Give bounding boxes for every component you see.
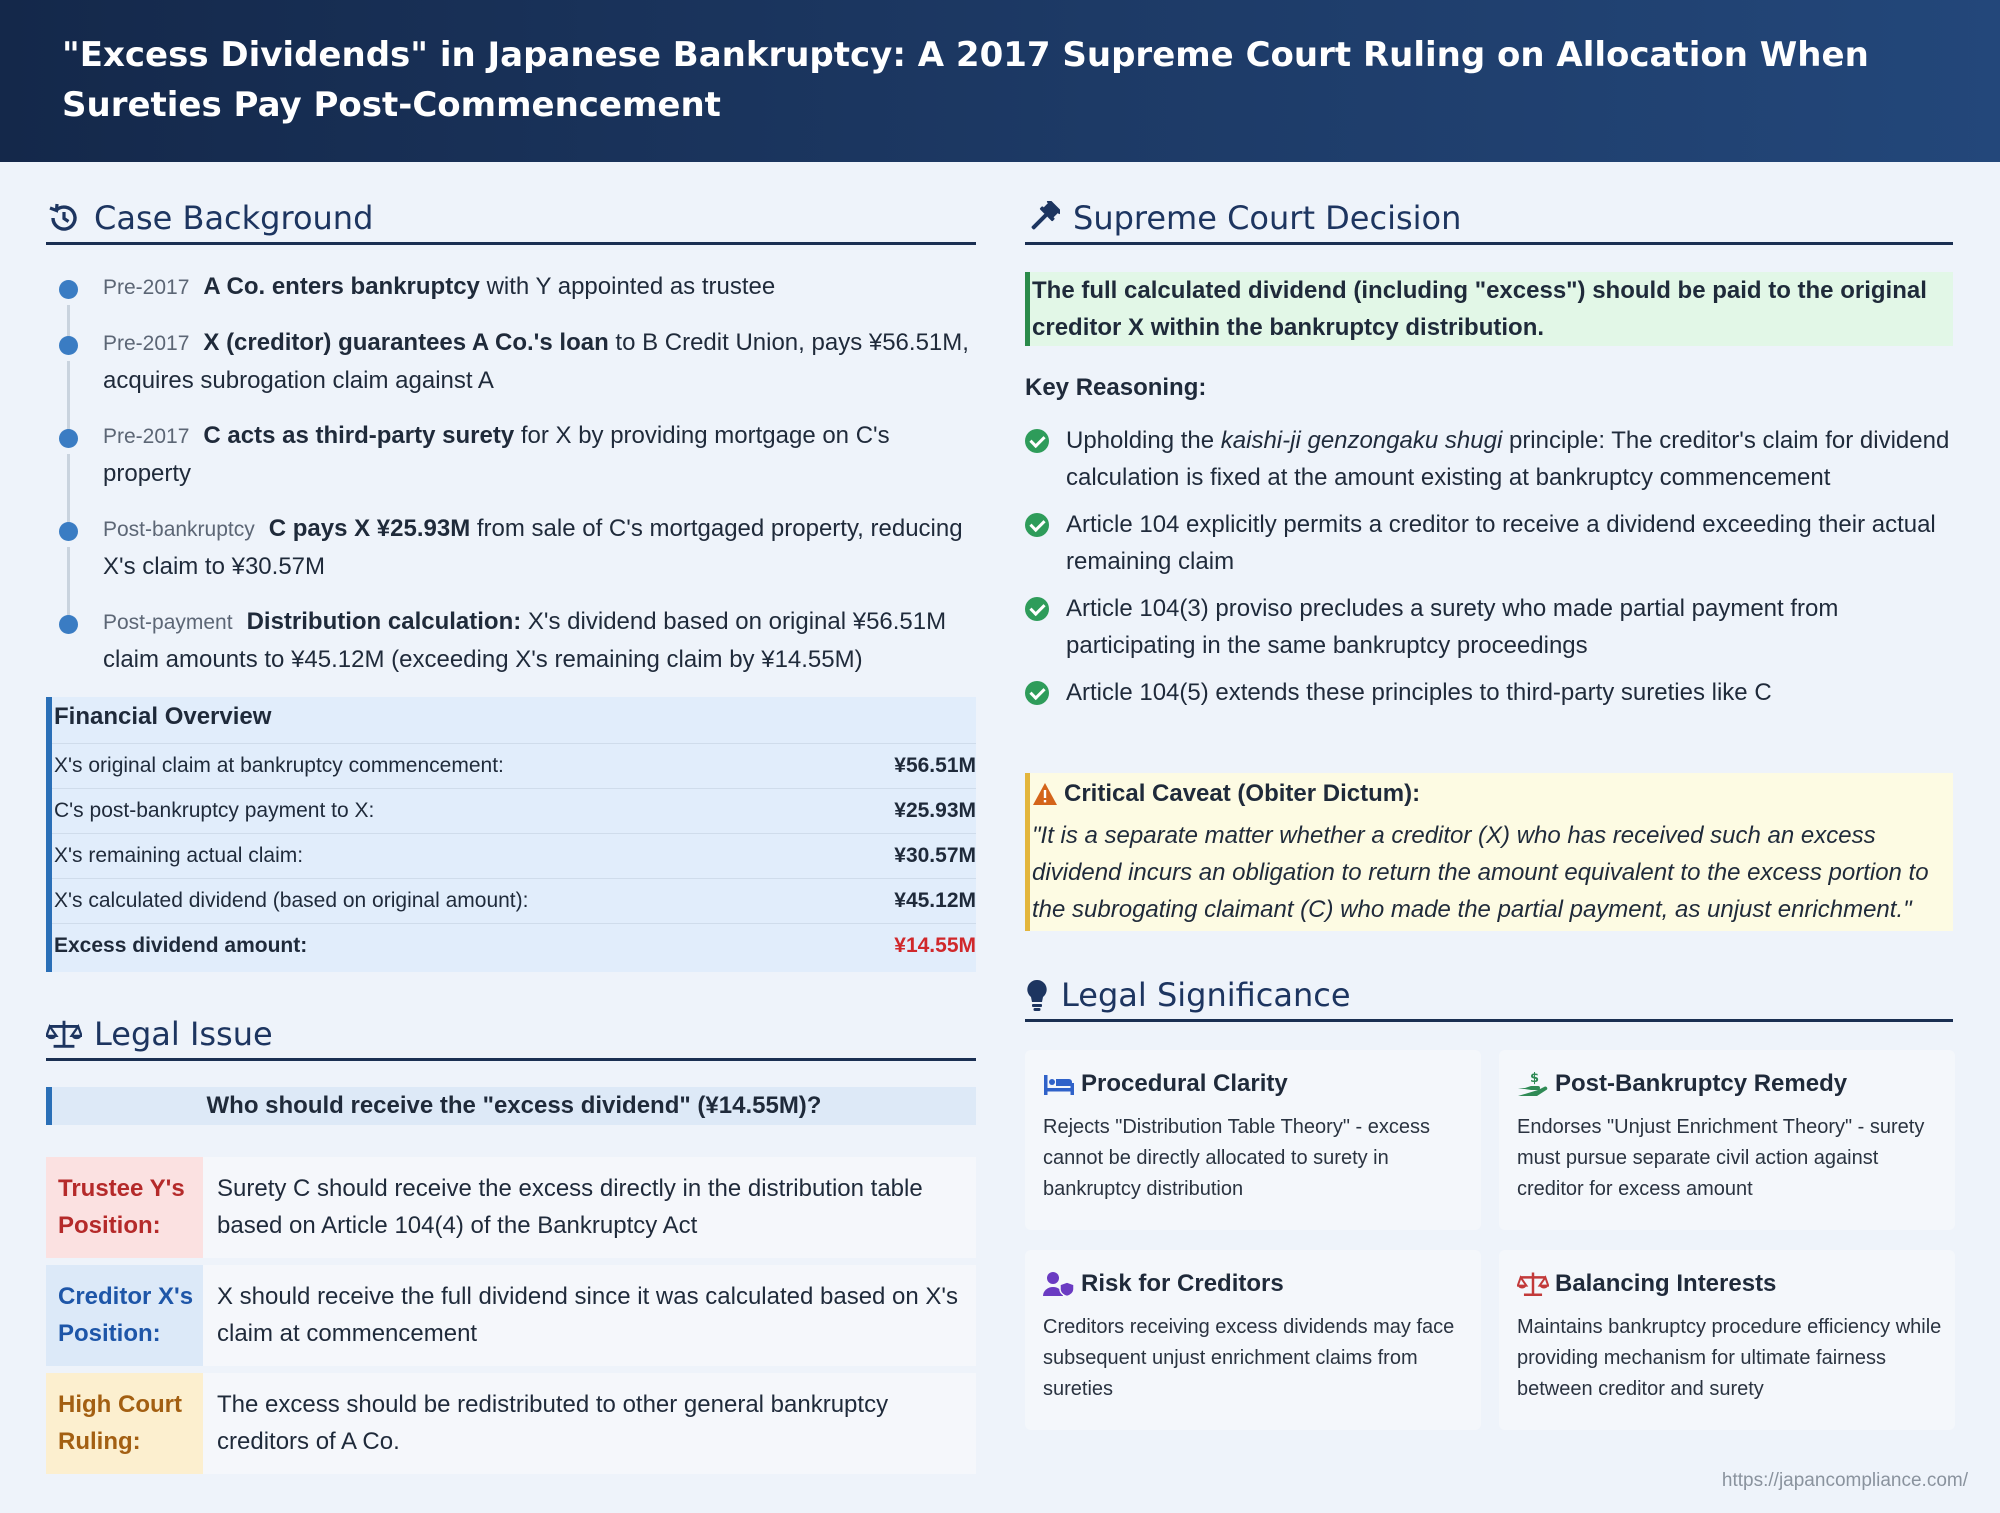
financial-overview-title: Financial Overview [54,703,272,730]
hand-money-icon [1517,1069,1551,1099]
timeline-detail: X's dividend based on original ¥56.51M claim amounts to ¥45.12M (exceeding X's remaining claim by ¥14.55M) [103,608,947,673]
timeline-dot [59,280,78,299]
footer-url[interactable]: https://japancompliance.com/ [1721,1470,1968,1491]
section-title: Legal Significance [1061,975,1351,1014]
reasoning-text: Article 104(5) extends these principles to third-party sureties like C [1066,679,1772,706]
position-label: High Court Ruling: [46,1373,203,1474]
position-label: Trustee Y's Position: [46,1157,203,1258]
timeline-dot [59,336,78,355]
position-label: Creditor X's Position: [46,1265,203,1366]
page-title: "Excess Dividends" in Japanese Bankruptcy: A 2017 Supreme Court Ruling on Allocation When Sureties Pay Post-Commencement [62,35,1869,125]
timeline-detail: to B Credit Union, pays ¥56.51M, acquires subrogation claim against A [103,329,969,394]
legal-question: Who should receive the "excess dividend" (¥14.55M)? [46,1087,976,1125]
warning-icon [1032,782,1058,806]
reasoning-text: principle: The creditor's claim for dividend calculation is fixed at the amount existing at bankruptcy commencement [1066,427,1950,491]
bed-table-icon [1043,1069,1077,1099]
financial-row [52,878,976,923]
position-row-high-court [46,1373,976,1474]
position-text: Surety C should receive the excess directly in the distribution table based on Article 104(4) of the Bankruptcy Act [217,1175,923,1239]
financial-label: X's calculated dividend (based on original amount): [54,889,529,912]
obiter-caveat [1025,773,1953,931]
caveat-quote: "It is a separate matter whether a creditor (X) who has received such an excess dividend incurs an obligation to return the amount equivalent to the excess portion to the subrogating claimant (C) who made the partial payment, as unjust enrichment." [1032,822,1929,923]
reasoning-list [1025,422,1953,721]
timeline-event: C acts as third-party surety [203,422,515,449]
position-row-creditor [46,1265,976,1366]
card-body: Endorses "Unjust Enrichment Theory" - surety must pursue separate civil action against creditor for excess amount [1517,1116,1925,1200]
case-timeline [46,268,976,696]
significance-card-balance [1499,1250,1955,1430]
caveat-title-text: Critical Caveat (Obiter Dictum): [1064,780,1421,807]
financial-label: X's remaining actual claim: [54,844,304,867]
timeline-dot [59,615,78,634]
timeline-date: Post-bankruptcy [103,518,255,541]
decision-heading [1025,193,1953,245]
timeline-date: Post-payment [103,611,233,634]
check-circle-icon [1025,681,1049,705]
legal-issue-heading [46,1009,976,1061]
position-text: X should receive the full dividend since it was calculated based on X's claim at commencement [217,1283,959,1347]
card-body: Maintains bankruptcy procedure efficiency while providing mechanism for ultimate fairness between creditor and surety [1517,1316,1942,1400]
card-title: Balancing Interests [1555,1270,1777,1297]
reasoning-text: Article 104(3) proviso precludes a surety who made partial payment from participating in the same bankruptcy proceedings [1066,595,1839,659]
card-body: Creditors receiving excess dividends may face subsequent unjust enrichment claims from sureties [1043,1316,1455,1400]
financial-row [52,743,976,788]
history-icon [46,200,82,236]
financial-value: ¥45.12M [894,889,976,912]
card-title: Post-Bankruptcy Remedy [1555,1070,1848,1097]
check-circle-icon [1025,513,1049,537]
financial-label: C's post-bankruptcy payment to X: [54,799,375,822]
significance-heading [1025,970,1953,1022]
card-body: Rejects "Distribution Table Theory" - excess cannot be directly allocated to surety in bankruptcy distribution [1043,1116,1430,1200]
timeline-date: Pre-2017 [103,425,190,448]
financial-value: ¥56.51M [894,754,976,777]
position-row-trustee [46,1157,976,1258]
caveat-title [1032,777,1953,811]
timeline-event: C pays X ¥25.93M [268,515,471,542]
section-title: Supreme Court Decision [1073,198,1462,237]
user-shield-icon [1043,1269,1077,1299]
timeline-dot [59,429,78,448]
svg-text:$: $ [1530,1071,1540,1086]
reasoning-term: kaishi-ji genzongaku shugi [1220,427,1503,454]
reasoning-item [1025,422,1953,496]
reasoning-item [1025,674,1953,711]
timeline-date: Pre-2017 [103,332,190,355]
significance-card-remedy [1499,1050,1955,1230]
timeline-event: X (creditor) guarantees A Co.'s loan [203,329,609,356]
header-banner [0,0,2000,162]
card-title: Procedural Clarity [1081,1070,1288,1097]
card-title: Risk for Creditors [1081,1270,1284,1297]
timeline-detail: from sale of C's mortgaged property, reducing X's claim to ¥30.57M [103,515,963,580]
timeline-detail: with Y appointed as trustee [479,273,776,300]
check-circle-icon [1025,597,1049,621]
section-title: Legal Issue [94,1014,273,1053]
reasoning-item [1025,590,1953,664]
financial-value: ¥14.55M [894,934,976,957]
lightbulb-icon [1025,977,1049,1013]
significance-card-risk [1025,1250,1481,1430]
timeline-item [46,603,976,678]
financial-overview [46,697,976,972]
position-text: The excess should be redistributed to other general bankruptcy creditors of A Co. [217,1391,889,1455]
financial-row [52,788,976,833]
significance-card-procedural [1025,1050,1481,1230]
financial-value: ¥25.93M [894,799,976,822]
timeline-event: A Co. enters bankruptcy [203,273,480,300]
financial-label: X's original claim at bankruptcy commencement: [54,754,504,777]
timeline-date: Pre-2017 [103,276,190,299]
financial-label: Excess dividend amount: [54,934,308,957]
financial-row-excess [52,923,976,968]
timeline-item [46,417,976,492]
timeline-item [46,268,976,306]
timeline-item [46,510,976,585]
section-title: Case Background [94,198,374,237]
reasoning-text: Upholding the [1066,427,1221,454]
timeline-detail: for X by providing mortgage on C's property [103,422,890,487]
financial-row [52,833,976,878]
reasoning-text: Article 104 explicitly permits a creditor to receive a dividend exceeding their actual remaining claim [1066,511,1936,575]
check-circle-icon [1025,429,1049,453]
timeline-event: Distribution calculation: [246,608,522,635]
gavel-icon [1025,200,1061,236]
reasoning-item [1025,506,1953,580]
court-holding: The full calculated dividend (including "excess") should be paid to the original creditor X within the bankruptcy distribution. [1025,272,1953,346]
financial-value: ¥30.57M [894,844,976,867]
timeline-item [46,324,976,399]
case-background-heading [46,193,976,245]
key-reasoning-label: Key Reasoning: [1025,374,1207,401]
scale-icon [46,1016,82,1052]
timeline-dot [59,522,78,541]
scale-icon [1517,1269,1551,1299]
